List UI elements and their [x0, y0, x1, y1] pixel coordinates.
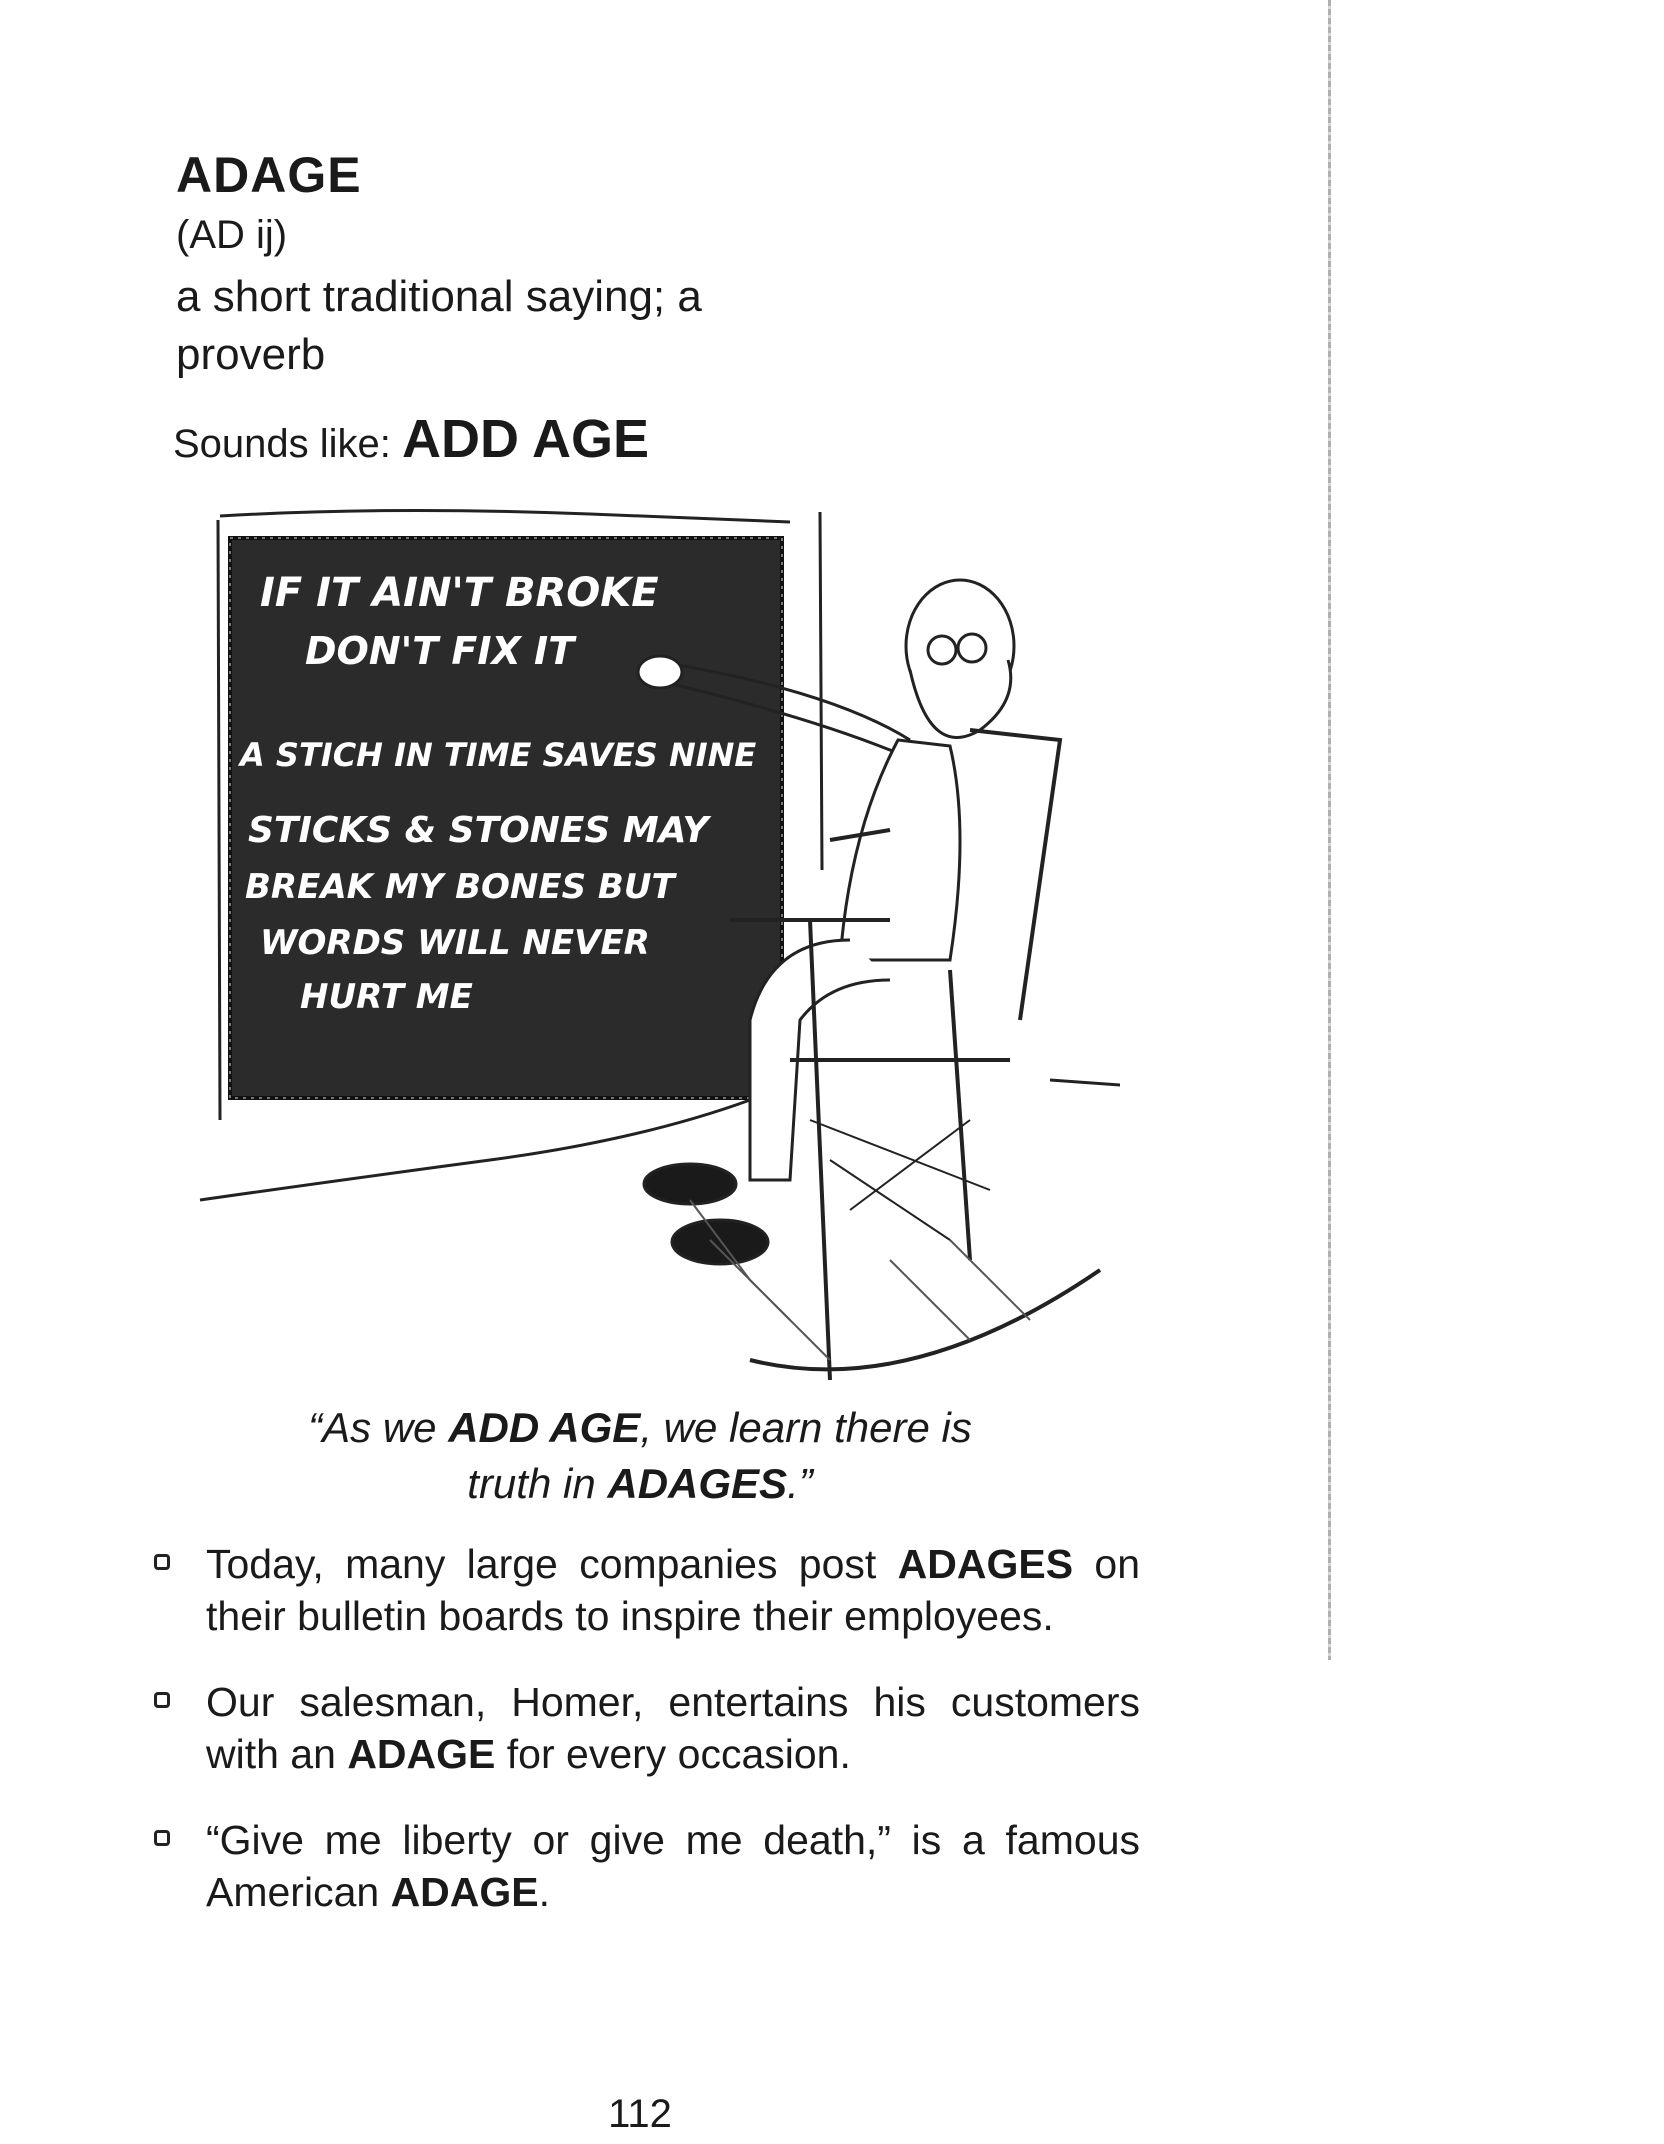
page-number: 112 [608, 2092, 672, 2136]
example-item [150, 1676, 1140, 1780]
cartoon-caption [290, 1400, 990, 1512]
caption-text-3: .” [787, 1460, 813, 1507]
example-text-before: Our salesman, Homer, entertains his customers with an [206, 1679, 1140, 1777]
chalk-line-5: BREAK MY BONES BUT [245, 867, 675, 907]
example-text-after: . [538, 1869, 551, 1915]
example-bold: ADAGE [390, 1869, 539, 1915]
caption-text-1: “As we [308, 1404, 449, 1451]
checkbox-bullet-icon [154, 1692, 170, 1708]
example-bold: ADAGE [347, 1731, 496, 1777]
checkbox-bullet-icon [154, 1830, 170, 1846]
example-sentences [150, 1538, 1140, 1952]
example-text-before: “Give me liberty or give me death,” is a famous American [206, 1817, 1140, 1915]
checkbox-bullet-icon [154, 1554, 170, 1570]
chalk-line-1: IF IT AIN'T BROKE [260, 570, 659, 616]
example-text-before: Today, many large companies post [206, 1541, 898, 1587]
sounds-like [173, 408, 649, 470]
sounds-like-label: Sounds like: [173, 422, 391, 466]
sounds-like-value: ADD AGE [402, 409, 650, 469]
chalk-line-7: HURT ME [300, 977, 473, 1017]
chalk-line-6: WORDS WILL NEVER [260, 923, 650, 963]
definition: a short traditional saying; a proverb [176, 272, 702, 379]
caption-bold-2: ADAGES [607, 1460, 788, 1507]
pronunciation: (AD ij) [176, 213, 288, 257]
chalk-line-4: STICKS & STONES MAY [248, 810, 709, 851]
caption-text-2: , we learn there is truth in [467, 1404, 972, 1507]
page-edge-rule [1328, 0, 1331, 1660]
chalk-line-2: DON'T FIX IT [305, 629, 575, 673]
headword: ADAGE [176, 147, 362, 203]
cartoon-illustration [190, 500, 1120, 1380]
example-bold: ADAGES [897, 1541, 1074, 1587]
chalk-line-3: A STICH IN TIME SAVES NINE [240, 736, 757, 774]
example-text-after: on their bulletin boards to inspire their employees. [206, 1541, 1141, 1639]
caption-bold-1: ADD AGE [448, 1404, 641, 1451]
example-item [150, 1538, 1140, 1642]
example-item [150, 1814, 1140, 1918]
example-text-after: for every occasion. [495, 1731, 851, 1777]
